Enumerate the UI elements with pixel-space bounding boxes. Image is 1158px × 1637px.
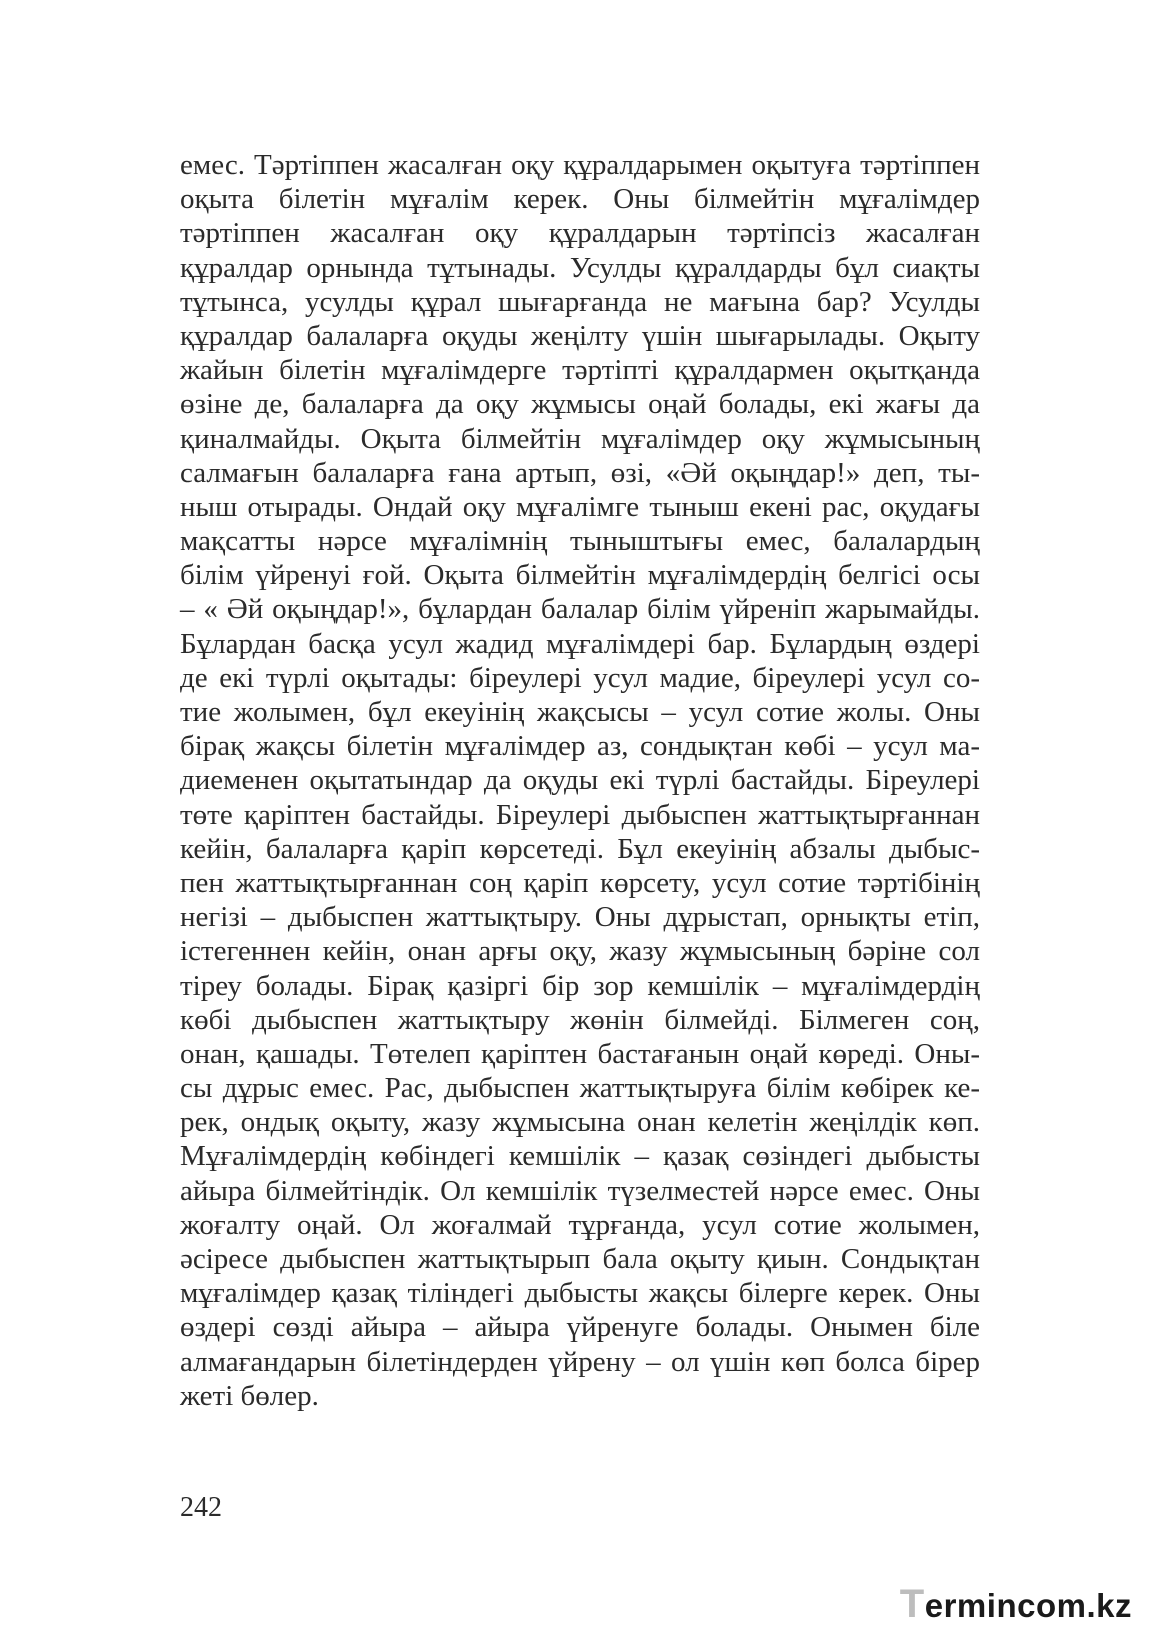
- text-line: әсіресе дыбыспен жаттықтырып бала оқыту қиын. Сондықтан: [180, 1243, 980, 1275]
- text-line: жайын білетін мұғалімдерге тәртіпті құралдармен оқытқанда: [180, 354, 980, 387]
- text-line: мұғалімдер қазақ тіліндегі дыбысты жақсы білерге керек. Оны: [180, 1277, 980, 1310]
- text-line: жоғалту оңай. Ол жоғалмай тұрғанда, усул сотие жолымен,: [180, 1208, 980, 1241]
- text-line: Мұғалімдердің көбіндегі кемшілік – қазақ сөзіндегі дыбысты: [180, 1140, 980, 1173]
- text-line: тие жолымен, бұл екеуінің жақсысы – усул сотие жолы. Оны: [180, 696, 980, 728]
- text-line: қиналмайды. Оқыта білмейтін мұғалімдер оқу жұмысының: [180, 422, 980, 455]
- text-line: мақсатты нәрсе мұғалімнің тыныштығы емес, балалардың: [180, 525, 980, 558]
- text-line: диеменен оқытатындар да оқуды екі түрлі бастайды. Біреулері: [180, 764, 980, 797]
- text-line: тіреу болады. Бірақ қазіргі бір зор кемшілік – мұғалімдердің: [180, 969, 980, 1002]
- watermark-t-letter: T: [899, 1582, 925, 1626]
- watermark-suffix: m.kz: [1056, 1587, 1132, 1624]
- text-line: Бұлардан басқа усул жадид мұғалімдері бар. Бұлардың өздері: [180, 627, 980, 660]
- watermark-o-letter: o: [1035, 1587, 1057, 1624]
- text-line: жеті бөлер.: [180, 1379, 319, 1412]
- text-line: салмағын балаларға ғана артып, өзі, «Әй оқыңдар!» деп, ты-: [180, 456, 980, 489]
- page-number: 242: [180, 1492, 222, 1523]
- text-line: төте қаріптен бастайды. Біреулері дыбыспен жаттықтырғаннан: [180, 798, 980, 831]
- text-line: емес. Тәртіппен жасалған оқу құралдарымен оқытуға тәртіппен: [180, 149, 980, 181]
- text-line: құралдар балаларға оқуды жеңілту үшін шығарылады. Оқыту: [180, 319, 980, 352]
- text-line: алмағандарын білетіндерден үйрену – ол үшін көп болса бірер: [180, 1345, 980, 1378]
- text-line: ныш отырады. Ондай оқу мұғалімге тыныш екені рас, оқудағы: [180, 490, 980, 523]
- text-line: онан, қашады. Төтелеп қаріптен бастағанын оңай көреді. Оны-: [180, 1037, 980, 1070]
- body-text: [180, 148, 980, 1413]
- text-line: сы дұрыс емес. Рас, дыбыспен жаттықтыруға білім көбірек ке-: [180, 1072, 980, 1105]
- text-line: тәртіппен жасалған оқу құралдарын тәртіпсіз жасалған: [180, 217, 980, 250]
- text-line: бірақ жақсы білетін мұғалімдер аз, сондықтан көбі – усул ма-: [180, 730, 980, 763]
- text-line: өздері сөзді айыра – айыра үйренуге болады. Онымен біле: [180, 1311, 980, 1344]
- text-line: – « Әй оқыңдар!», бұлардан балалар білім үйреніп жарымайды.: [180, 593, 980, 626]
- text-line: пен жаттықтырғаннан соң қаріп көрсету, усул сотие тәртібінің: [180, 866, 980, 899]
- text-line: кейін, балаларға қаріп көрсетеді. Бұл екеуінің абзалы дыбыс-: [180, 832, 980, 865]
- text-line: құралдар орнында тұтынады. Усулды құралдарды бұл сиақты: [180, 251, 980, 284]
- text-line: істегеннен кейін, онан арғы оқу, жазу жұмысының бәріне сол: [180, 935, 980, 968]
- termincom-watermark: [900, 1582, 1132, 1627]
- text-line: оқыта білетін мұғалім керек. Оны білмейтін мұғалімдер: [180, 183, 980, 216]
- text-line: өзіне де, балаларға да оқу жұмысы оңай болады, екі жағы да: [180, 388, 980, 421]
- text-line: де екі түрлі оқытады: біреулері усул мадие, біреулері усул со-: [180, 661, 980, 694]
- text-line: айыра білмейтіндік. Ол кемшілік түзелместей нәрсе емес. Оны: [180, 1174, 980, 1207]
- text-line: негізі – дыбыспен жаттықтыру. Оны дұрыстап, орнықты етіп,: [180, 901, 980, 934]
- text-line: көбі дыбыспен жаттықтыру жөнін білмейді. Білмеген соң,: [180, 1003, 980, 1036]
- text-line: рек, ондық оқыту, жазу жұмысына онан келетін жеңілдік көп.: [180, 1106, 980, 1139]
- text-line: тұтынса, усулды құрал шығарғанда не мағына бар? Усулды: [180, 285, 980, 318]
- watermark-text: erminc: [924, 1587, 1036, 1624]
- text-line: білім үйренуі ғой. Оқыта білмейтін мұғалімдердің белгісі осы: [180, 559, 980, 592]
